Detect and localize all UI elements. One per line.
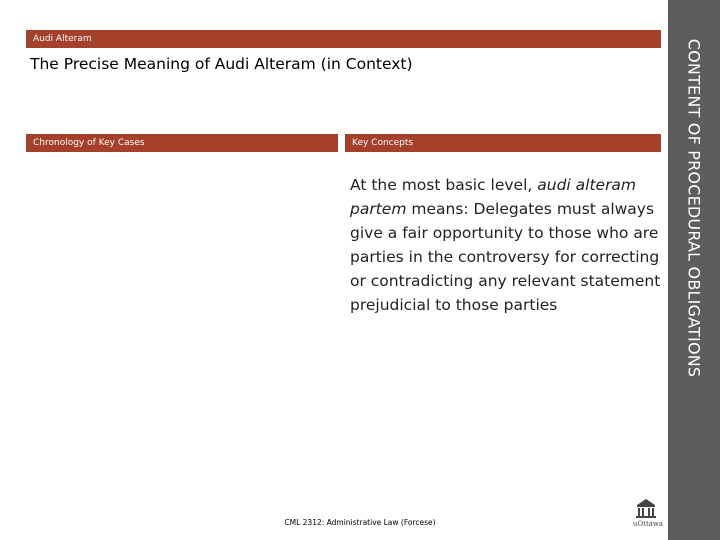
- column-header-chronology: [26, 134, 338, 152]
- section-label: Audi Alteram: [33, 34, 92, 44]
- key-concept-rest: means: Delegates must always give a fair opportunity to those who are parties in the controversy for correcting or contradicting any relevant statement prejudicial to those parties: [350, 200, 661, 314]
- key-concept-lead: At the most basic level,: [350, 176, 538, 194]
- key-concept-text: [350, 173, 668, 317]
- column-header-key-concepts-label: Key Concepts: [352, 138, 414, 148]
- side-title: CONTENT OF PROCEDURAL OBLIGATIONS: [684, 38, 704, 378]
- column-header-key-concepts: [345, 134, 661, 152]
- section-header-bar: [26, 30, 661, 48]
- slide-title: The Precise Meaning of Audi Alteram (in Context): [30, 55, 413, 73]
- key-concept-emphasis: audi alteram partem: [350, 176, 637, 218]
- university-logo-text: uOttawa: [632, 520, 664, 528]
- column-header-chronology-label: Chronology of Key Cases: [33, 138, 145, 148]
- footer-course: CML 2312: Administrative Law (Forcese): [284, 518, 436, 527]
